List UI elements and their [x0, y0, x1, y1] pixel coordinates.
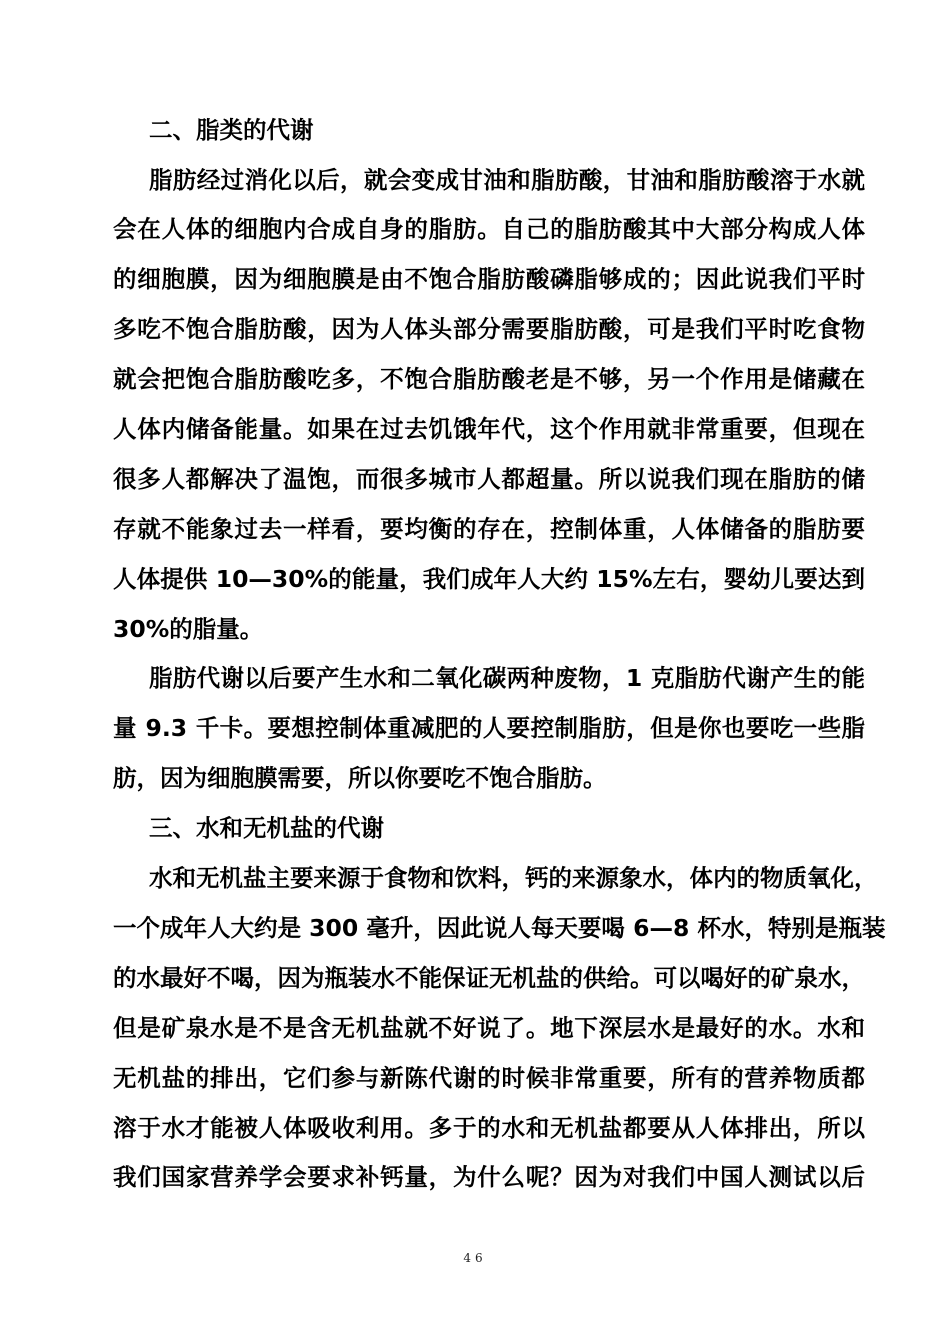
- text-line: 一个成年人大约是 300 毫升，因此说人每天要喝 6—8 杯水，特别是瓶装: [113, 914, 886, 942]
- text-line: 水和无机盐主要来源于食物和饮料，钙的来源象水，体内的物质氧化，: [149, 864, 878, 892]
- text-line: 人体内储备能量。如果在过去饥饿年代，这个作用就非常重要，但现在: [113, 415, 865, 443]
- text-line: 脂肪经过消化以后，就会变成甘油和脂肪酸，甘油和脂肪酸溶于水就: [149, 166, 865, 194]
- text-line: 多吃不饱合脂肪酸，因为人体头部分需要脂肪酸，可是我们平时吃食物: [113, 315, 865, 343]
- text-line: 会在人体的细胞内合成自身的脂肪。自己的脂肪酸其中大部分构成人体: [113, 215, 865, 243]
- text-line: 存就不能象过去一样看，要均衡的存在，控制体重，人体储备的脂肪要: [113, 515, 865, 543]
- text-line: 但是矿泉水是不是含无机盐就不好说了。地下深层水是最好的水。水和: [113, 1014, 865, 1042]
- text-line: 脂肪代谢以后要产生水和二氧化碳两种废物，1 克脂肪代谢产生的能: [149, 664, 865, 692]
- section-heading-water-mineral-metabolism: 三、水和无机盐的代谢: [149, 814, 384, 842]
- text-line: 的细胞膜，因为细胞膜是由不饱合脂肪酸磷脂够成的；因此说我们平时: [113, 265, 865, 293]
- text-line: 人体提供 10—30%的能量，我们成年人大约 15%左右，婴幼儿要达到: [113, 565, 865, 593]
- text-line: 很多人都解决了温饱，而很多城市人都超量。所以说我们现在脂肪的储: [113, 465, 865, 493]
- text-line: 量 9.3 千卡。要想控制体重减肥的人要控制脂肪，但是你也要吃一些脂: [113, 714, 865, 742]
- section-heading-lipid-metabolism: 二、脂类的代谢: [149, 116, 314, 144]
- text-line: 我们国家营养学会要求补钙量，为什么呢？因为对我们中国人测试以后: [113, 1163, 865, 1191]
- text-line: 溶于水才能被人体吸收利用。多于的水和无机盐都要从人体排出，所以: [113, 1114, 865, 1142]
- text-line: 就会把饱合脂肪酸吃多，不饱合脂肪酸老是不够，另一个作用是储藏在: [113, 365, 865, 393]
- text-line: 的水最好不喝，因为瓶装水不能保证无机盐的供给。可以喝好的矿泉水，: [113, 964, 865, 992]
- text-line: 30%的脂量。: [113, 615, 264, 643]
- page-number: 46: [463, 1251, 487, 1265]
- text-line: 肪，因为细胞膜需要，所以你要吃不饱合脂肪。: [113, 764, 607, 792]
- text-line: 无机盐的排出，它们参与新陈代谢的时候非常重要，所有的营养物质都: [113, 1064, 865, 1092]
